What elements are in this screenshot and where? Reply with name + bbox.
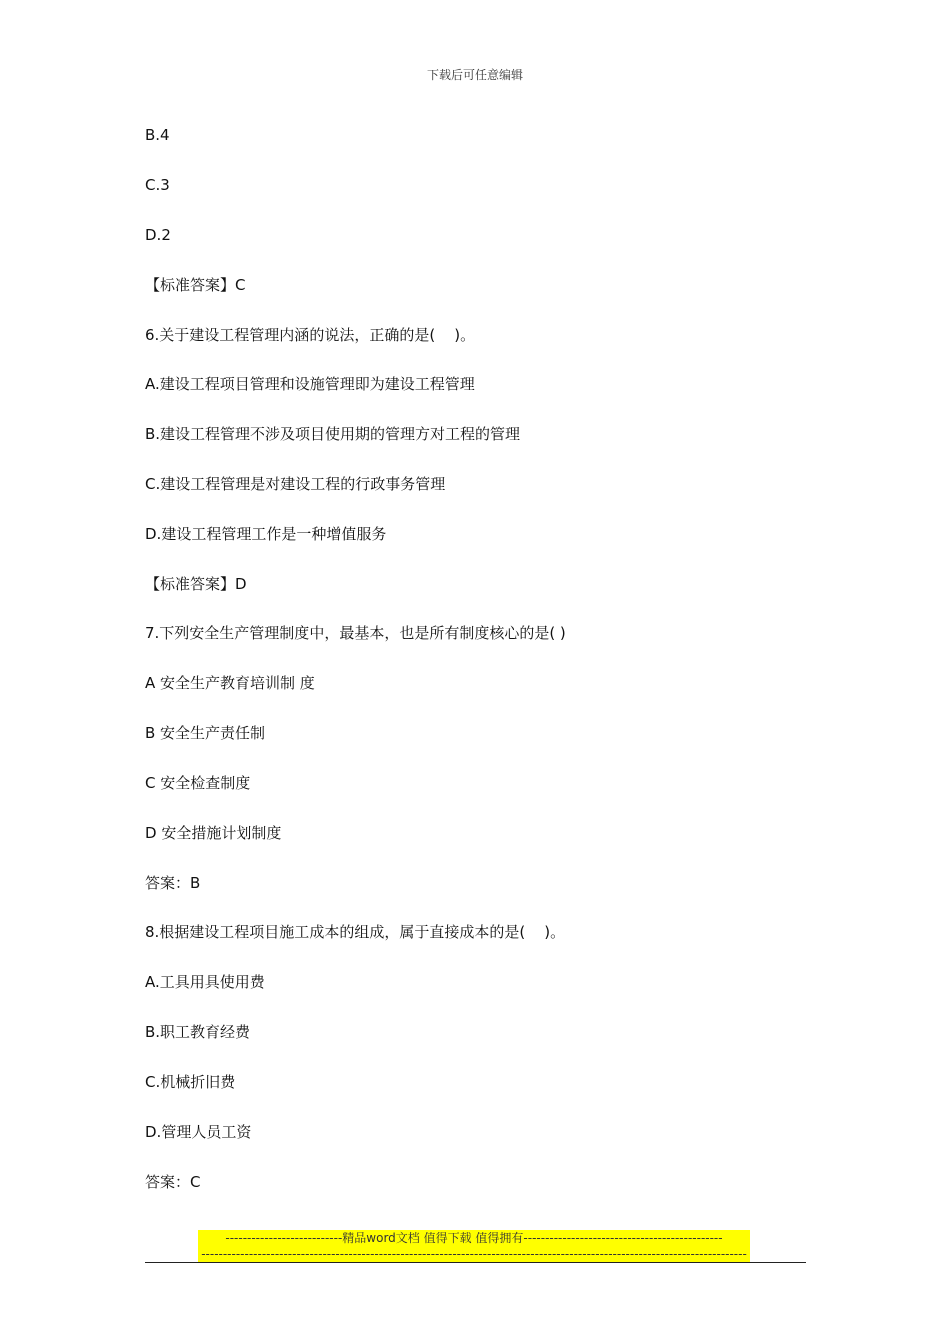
question-8-option-d: D.管理人员工资 bbox=[145, 1123, 252, 1141]
question-6: 6.关于建设工程管理内涵的说法，正确的是( )。 bbox=[145, 326, 476, 344]
question-8-option-c: C.机械折旧费 bbox=[145, 1073, 236, 1091]
question-7-option-a: A 安全生产教育培训制 度 bbox=[145, 674, 315, 692]
option-b-prev: B.4 bbox=[145, 126, 170, 144]
footer-divider bbox=[145, 1262, 806, 1263]
question-7: 7.下列安全生产管理制度中，最基本，也是所有制度核心的是( ) bbox=[145, 624, 566, 642]
answer-prev: 【标准答案】C bbox=[145, 276, 246, 294]
footer-banner-line-2: ------------------------------------------------------------------------------------------------------------------------------ bbox=[201, 1247, 747, 1261]
question-6-answer: 【标准答案】D bbox=[145, 575, 247, 593]
question-8: 8.根据建设工程项目施工成本的组成，属于直接成本的是( )。 bbox=[145, 923, 566, 941]
question-6-option-b: B.建设工程管理不涉及项目使用期的管理方对工程的管理 bbox=[145, 425, 521, 443]
question-7-option-c: C 安全检查制度 bbox=[145, 774, 251, 792]
question-7-option-d: D 安全措施计划制度 bbox=[145, 824, 282, 842]
question-8-option-a: A.工具用具使用费 bbox=[145, 973, 265, 991]
question-6-option-c: C.建设工程管理是对建设工程的行政事务管理 bbox=[145, 475, 446, 493]
footer-banner-line-1: ---------------------------精品word文档 值得下载 值得拥有---------------------------------------------- bbox=[225, 1231, 723, 1245]
option-d-prev: D.2 bbox=[145, 226, 171, 244]
question-7-answer: 答案：B bbox=[145, 874, 201, 892]
page-header: 下载后可任意编辑 bbox=[426, 68, 523, 82]
question-8-answer: 答案：C bbox=[145, 1173, 201, 1191]
question-7-option-b: B 安全生产责任制 bbox=[145, 724, 266, 742]
question-8-option-b: B.职工教育经费 bbox=[145, 1023, 251, 1041]
footer-banner bbox=[198, 1230, 750, 1262]
question-6-option-d: D.建设工程管理工作是一种增值服务 bbox=[145, 525, 387, 543]
question-6-option-a: A.建设工程项目管理和设施管理即为建设工程管理 bbox=[145, 375, 475, 393]
option-c-prev: C.3 bbox=[145, 176, 170, 194]
